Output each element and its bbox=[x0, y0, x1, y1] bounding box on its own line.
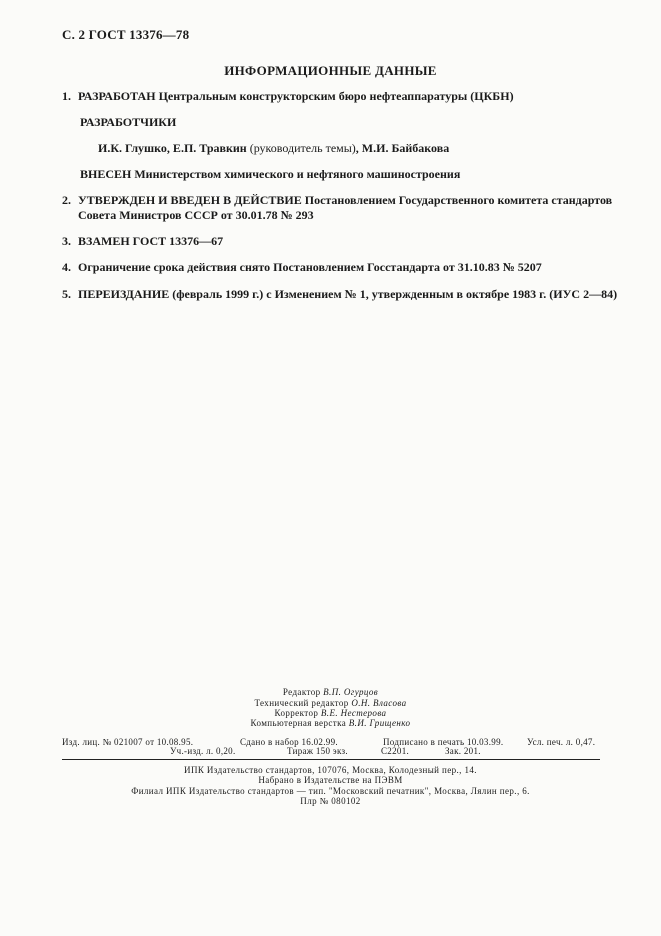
item-3 bbox=[62, 234, 223, 249]
layout-label: Компьютерная верстка bbox=[250, 718, 347, 728]
footer-line-3: Филиал ИПК Издательство стандартов — тип. "Московский печатник", Москва, Лялин пер., 6. bbox=[131, 786, 530, 796]
item-2-lead: УТВЕРЖДЕН И ВВЕДЕН В ДЕЙСТВИЕ bbox=[78, 193, 302, 207]
pub-circulation: Тираж 150 экз. bbox=[287, 746, 348, 756]
imprint-tech-editor bbox=[0, 698, 661, 708]
item-5-number: 5. bbox=[62, 287, 71, 301]
layout-name: В.И. Грищенко bbox=[348, 718, 411, 728]
item-4 bbox=[62, 260, 542, 275]
divider bbox=[62, 759, 600, 760]
imprint-corrector bbox=[0, 708, 661, 718]
item-2-text: Постановлением Государственного комитета стандартов bbox=[301, 193, 613, 207]
item-5-lead: ПЕРЕИЗДАНИЕ bbox=[78, 287, 170, 301]
item-2-number: 2. bbox=[62, 193, 71, 207]
pub-typeset-date: Сдано в набор 16.02.99. bbox=[240, 737, 338, 747]
footer-line-2: Набрано в Издательстве на ПЭВМ bbox=[258, 775, 403, 785]
tech-editor-label: Технический редактор bbox=[254, 698, 349, 708]
editor-name: В.П. Огурцов bbox=[323, 687, 379, 697]
developers-names: И.К. Глушко, Е.П. Травкин bbox=[98, 141, 250, 155]
item-1 bbox=[62, 89, 514, 104]
page-title: ИНФОРМАЦИОННЫЕ ДАННЫЕ bbox=[224, 63, 437, 78]
introduced-lead: ВНЕСЕН bbox=[80, 167, 132, 181]
developers-names-2: , М.И. Байбакова bbox=[355, 141, 450, 155]
item-1-number: 1. bbox=[62, 89, 71, 103]
developers-list bbox=[98, 141, 449, 156]
footer-line-1: ИПК Издательство стандартов, 107076, Москва, Колодезный пер., 14. bbox=[184, 765, 477, 775]
item-3-number: 3. bbox=[62, 234, 71, 248]
item-2-line-2: Совета Министров СССР от 30.01.78 № 293 bbox=[78, 208, 314, 222]
item-5-text: (февраль 1999 г.) с Изменением № 1, утвержденным в октябре 1983 г. (ИУС 2—84) bbox=[169, 287, 618, 301]
pub-order: Зак. 201. bbox=[445, 746, 481, 756]
introduced-by bbox=[80, 167, 460, 182]
pub-license: Изд. лиц. № 021007 от 10.08.95. bbox=[62, 737, 194, 747]
page-header: С. 2 ГОСТ 13376—78 bbox=[62, 27, 190, 42]
developers-label: РАЗРАБОТЧИКИ bbox=[80, 115, 177, 129]
item-2 bbox=[62, 193, 612, 208]
item-4-text: Ограничение срока действия снято Постановлением Госстандарта от 31.10.83 № 5207 bbox=[78, 260, 542, 274]
item-3-text: ВЗАМЕН ГОСТ 13376—67 bbox=[78, 234, 224, 248]
corrector-label: Корректор bbox=[274, 708, 319, 718]
pub-code: С2201. bbox=[381, 746, 410, 756]
pub-print-date: Подписано в печать 10.03.99. bbox=[383, 737, 504, 747]
item-5 bbox=[62, 287, 617, 302]
pub-edition-sheets: Уч.-изд. л. 0,20. bbox=[170, 746, 236, 756]
editor-label: Редактор bbox=[282, 687, 321, 697]
imprint-layout bbox=[0, 718, 661, 728]
footer-line-4: Плр № 080102 bbox=[300, 796, 361, 806]
developers-role: (руководитель темы) bbox=[249, 141, 356, 155]
pub-print-sheets: Усл. печ. л. 0,47. bbox=[527, 737, 596, 747]
corrector-name: В.Е. Нестерова bbox=[320, 708, 387, 718]
item-1-lead: РАЗРАБОТАН bbox=[78, 89, 156, 103]
item-1-text: Центральным конструкторским бюро нефтеаппаратуры (ЦКБН) bbox=[155, 89, 514, 103]
tech-editor-name: О.Н. Власова bbox=[351, 698, 407, 708]
item-4-number: 4. bbox=[62, 260, 71, 274]
imprint-editor bbox=[0, 687, 661, 697]
introduced-text: Министерством химического и нефтяного машиностроения bbox=[131, 167, 461, 181]
